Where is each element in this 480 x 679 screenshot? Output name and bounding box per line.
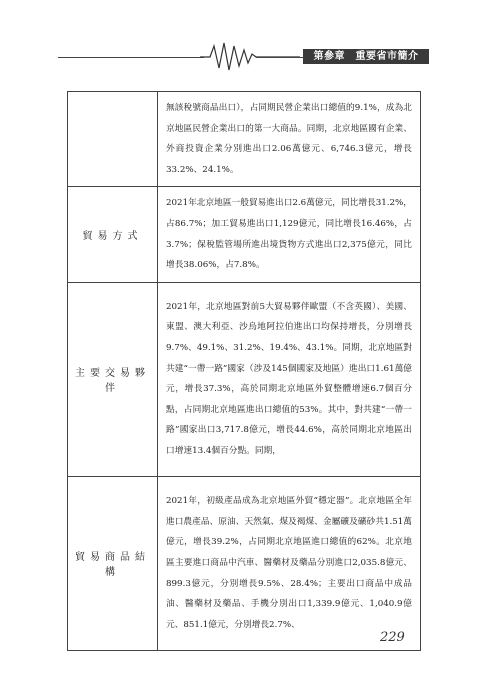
page-header — [0, 0, 480, 80]
row-label — [68, 92, 158, 187]
row-content: 無該稅號商品出口），占同期民營企業出口總值的9.1%，成為北京地區民營企業出口的第一大商品。同期，北京地區國有企業、外商投資企業分別進出口2.06萬億元、6,746.3億元，增長33.2%、24.1%。 — [158, 92, 421, 187]
chapter-tag: 第參章 重要省市簡介 — [303, 49, 429, 64]
table-row — [68, 282, 421, 476]
table-row — [68, 92, 421, 187]
row-label: 主要交易夥伴 — [68, 282, 158, 476]
page-number: 229 — [380, 630, 405, 645]
header-rule-left — [58, 57, 204, 58]
row-label: 貿易商品結構 — [68, 476, 158, 650]
table-row — [68, 476, 421, 650]
table-row — [68, 187, 421, 282]
row-content: 2021年，北京地區對前5大貿易夥伴歐盟（不含英國）、美國、東盟、澳大利亞、沙烏地阿拉伯進出口均保持增長，分別增長9.7%、49.1%、31.2%、19.4%、43.1%。同期，北京地區對共建“一帶一路”國家（涉及145個國家及地區）進出口1.61萬億元，增長37.3%，高於同期北京地區外貿整體增速6.7個百分點，占同期北京地區進出口總值的53%。其中，對共建“一帶一路”國家出口3,717.8億元，增長44.6%，高於同期北京地區出口增速13.4個百分點。同期， — [158, 282, 421, 476]
row-content: 2021年，初級產品成為北京地區外貿“穩定器”。北京地區全年進口農產品、原油、天然氣、煤及褐煤、金屬礦及礦砂共1.51萬億元，增長39.2%，占同期北京地區進口總值的62%。北京地區主要進口商品中汽車、醫藥材及藥品分別進口2,035.8億元、899.3億元，分別增長9.5%、28.4%；主要出口商品中成品油、醫藥材及藥品、手機分別出口1,339.9億元、1,040.9億元、851.1億元，分別增長2.7%、 — [158, 476, 421, 650]
pulse-wave-icon — [200, 40, 300, 72]
info-table — [67, 91, 421, 651]
row-content: 2021年北京地區一般貿易進出口2.6萬億元，同比增長31.2%，占86.7%；加工貿易進出口1,129億元，同比增長16.46%，占3.7%；保稅監管場所進出境貨物方式進出口2,375億元，同比增長38.06%，占7.8%。 — [158, 187, 421, 282]
header-rule-right — [256, 57, 304, 58]
row-label: 貿易方式 — [68, 187, 158, 282]
